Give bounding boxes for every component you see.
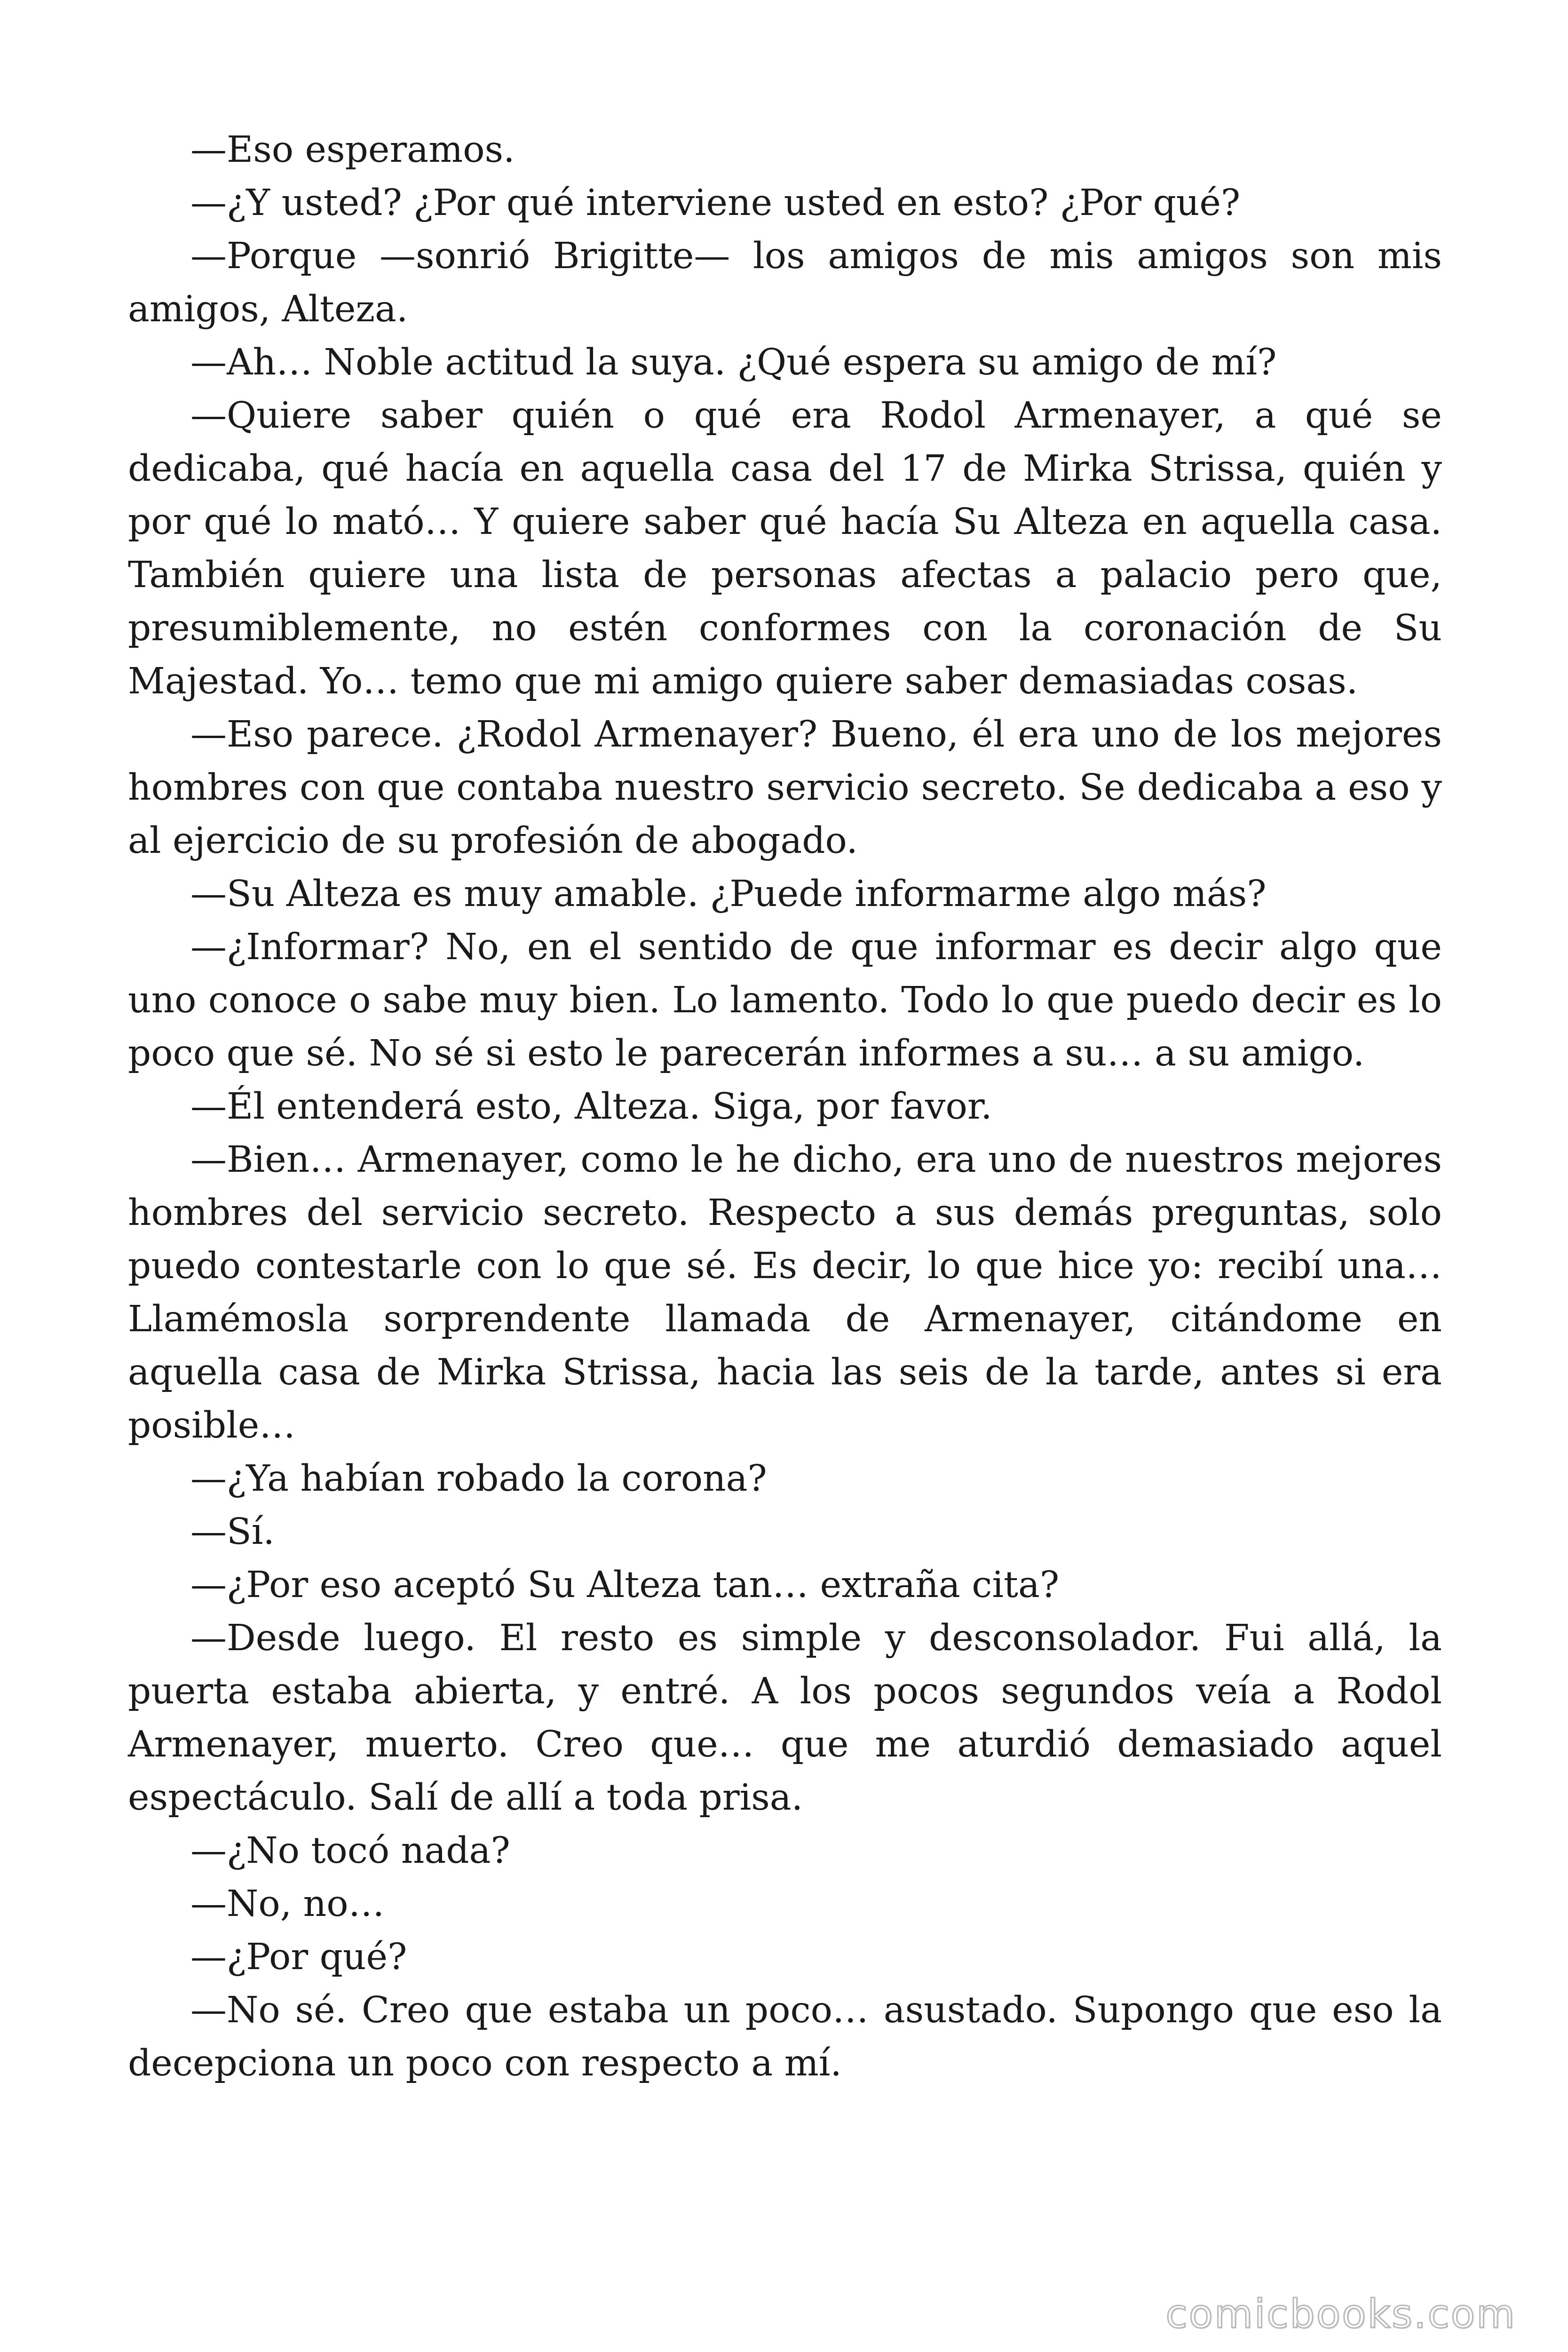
paragraph: —Él entenderá esto, Alteza. Siga, por favor. [190,1086,992,1128]
paragraph: —Porque —sonrió Brigitte— los amigos de mis amigos son mis amigos, Alteza. [128,235,1442,330]
paragraph: —Quiere saber quién o qué era Rodol Armenayer, a qué se dedicaba, qué hacía en aquella casa del 17 de Mirka Strissa, quién y por qué lo mató… Y quiere saber qué hacía Su Alteza en aquella casa. También quiere una lista de personas afectas a palacio pero que, presumiblemente, no estén conformes con la coronación de Su Majestad. Yo… temo que mi amigo quiere saber demasiadas cosas. [128,395,1442,702]
paragraph: —¿Por qué? [190,1936,407,1978]
text-column [128,123,1442,2090]
paragraph: —Bien… Armenayer, como le he dicho, era uno de nuestros mejores hombres del servicio secreto. Respecto a sus demás preguntas, solo puedo contestarle con lo que sé. Es decir, lo que hice yo: recibí una… Llamémosla sorprendente llamada de Armenayer, citándome en aquella casa de Mirka Strissa, hacia las seis de la tarde, antes si era posible… [128,1139,1442,1446]
paragraph: —¿Y usted? ¿Por qué interviene usted en esto? ¿Por qué? [190,182,1241,224]
paragraph: —¿No tocó nada? [190,1830,510,1872]
paragraph: —Ah… Noble actitud la suya. ¿Qué espera su amigo de mí? [190,342,1277,383]
paragraph: —Sí. [190,1511,275,1553]
paragraph: —¿Informar? No, en el sentido de que informar es decir algo que uno conoce o sabe muy bien. Lo lamento. Todo lo que puedo decir es lo poco que sé. No sé si esto le parecerán informes a su… a su amigo. [128,926,1442,1074]
paragraph: —¿Por eso aceptó Su Alteza tan… extraña cita? [190,1564,1060,1606]
watermark: comicbooks.com [1165,2291,1516,2337]
paragraph: —Desde luego. El resto es simple y desconsolador. Fui allá, la puerta estaba abierta, y entré. A los pocos segundos veía a Rodol Armenayer, muerto. Creo que… que me aturdió demasiado aquel espectáculo. Salí de allí a toda prisa. [128,1617,1442,1819]
paragraph: —No sé. Creo que estaba un poco… asustado. Supongo que eso la decepciona un poco con respecto a mí. [128,1989,1442,2084]
paragraph: —Su Alteza es muy amable. ¿Puede informarme algo más? [190,873,1267,915]
paragraph: —No, no… [190,1883,385,1925]
paragraph: —¿Ya habían robado la corona? [190,1458,767,1500]
paragraph: —Eso parece. ¿Rodol Armenayer? Bueno, él era uno de los mejores hombres con que contaba nuestro servicio secreto. Se dedicaba a eso y al ejercicio de su profesión de abogado. [128,714,1442,862]
paragraph: —Eso esperamos. [190,129,515,171]
